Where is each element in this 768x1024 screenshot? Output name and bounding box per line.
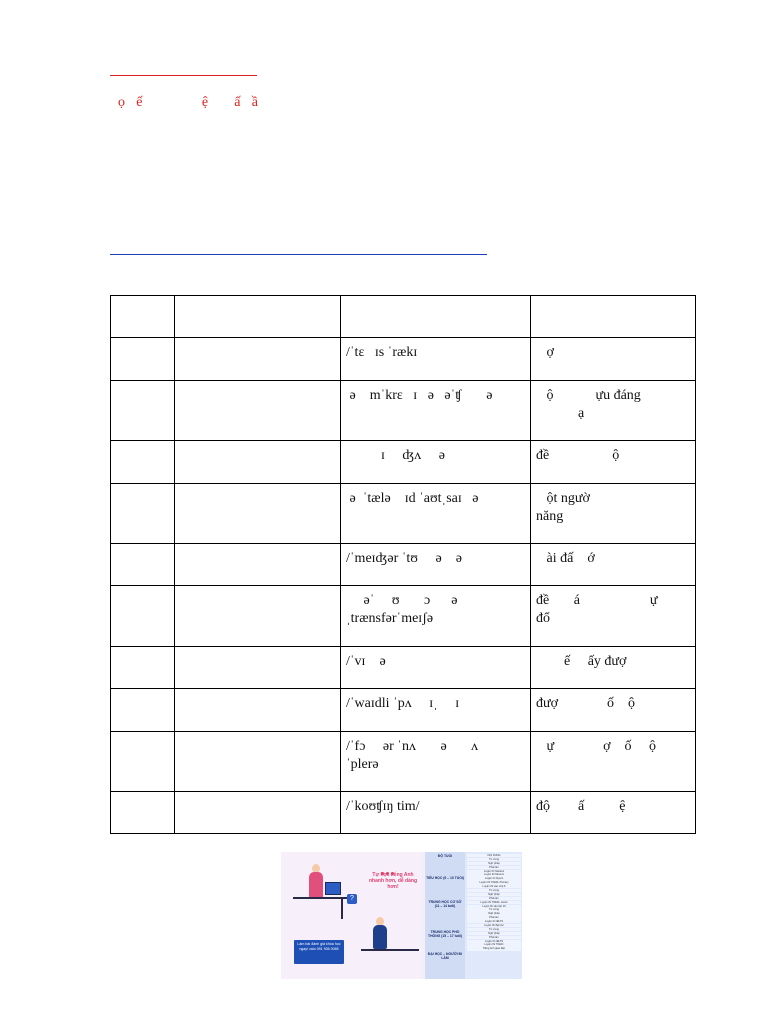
table-cell: [111, 732, 175, 792]
table-cell: əˈ ʊ ɔ ə ˌtrænsfərˈmeɪʃə: [341, 586, 531, 647]
table-row: [111, 441, 696, 484]
table-cell: đề á ự đổ: [531, 586, 696, 647]
table-cell: [175, 338, 341, 381]
table-row: [111, 381, 696, 441]
promo-banner[interactable]: [281, 852, 522, 979]
age-group-label: TIỂU HỌC (6 – 10 TUỔI): [426, 876, 464, 880]
list-item: Luyện thi IELTS: [467, 920, 521, 923]
list-item: Luyện thi đại học: [467, 924, 521, 927]
desk-leg: [341, 899, 343, 919]
course-table: [425, 852, 522, 979]
table-cell: ə ˈtælə ɪd ˈaʊtˌsaɪ ə: [341, 484, 531, 544]
table-cell: [111, 544, 175, 586]
monitor-icon: [325, 882, 341, 895]
table-cell: [111, 381, 175, 441]
table-cell: /ˈvɪ ə: [341, 647, 531, 689]
table-row: [111, 544, 696, 586]
table-cell: ɪ ʤʌ ə: [341, 441, 531, 484]
list-item: Luyện thi IELTS: [467, 940, 521, 943]
table-cell: /ˈfɔ ər ˈnʌ ə ʌ ˈplerə: [341, 732, 531, 792]
table-cell: [111, 689, 175, 732]
table-cell: [175, 792, 341, 834]
age-group-label: TRUNG HỌC PHỔ THÔNG (15 – 17 tuổi): [428, 930, 462, 938]
person-icon: [309, 872, 323, 898]
list-item: Phát âm: [467, 936, 521, 939]
list-item: Từ vựng: [467, 889, 521, 892]
table-row: [111, 586, 696, 647]
table-cell: ự ợ ố ộ: [531, 732, 696, 792]
table-cell: /ˈwaɪdli ˈpʌ ɪˌ ɪ: [341, 689, 531, 732]
table-cell: [175, 689, 341, 732]
list-item: Ngữ pháp: [467, 912, 521, 915]
table-cell: ế ấy đượ: [531, 647, 696, 689]
list-item: Luyện thi TOEFL Primary: [467, 881, 521, 884]
heading-text: ọ ế ệ ấ ầ: [118, 95, 259, 110]
list-item: Phát âm: [467, 897, 521, 900]
table-cell: [531, 296, 696, 338]
list-item: Phát âm: [467, 916, 521, 919]
table-row: [111, 689, 696, 732]
table-cell: ài đấ ớ: [531, 544, 696, 586]
age-group-label: TRUNG HỌC CƠ SỞ (11 – 14 tuổi): [428, 900, 462, 908]
table-cell: /ˈmeɪʤər ˈtʊ ə ə: [341, 544, 531, 586]
table-cell: [175, 586, 341, 647]
table-cell: [341, 296, 531, 338]
list-item: Luyện thi Movers: [467, 873, 521, 876]
table-cell: [175, 544, 341, 586]
table-cell: [111, 338, 175, 381]
list-item: Từ vựng: [467, 928, 521, 931]
table-row: [111, 296, 696, 338]
table-row: [111, 484, 696, 544]
table-cell: [175, 484, 341, 544]
list-item: Luyện thi vào Lớp 6: [467, 885, 521, 888]
course-list: [467, 854, 521, 951]
banner-title: Tự học tiếng Anh nhanh hơn, dễ dàng hơn!: [369, 872, 417, 890]
table-cell: [175, 441, 341, 484]
age-header: ĐỘ TUỔI: [437, 854, 453, 858]
table-cell: [111, 441, 175, 484]
list-item: Ngữ pháp: [467, 862, 521, 865]
age-group-label: ĐẠI HỌC – NGƯỜI ĐI LÀM: [427, 952, 463, 960]
list-item: Ngữ pháp: [467, 932, 521, 935]
list-item: Luyện thi Flyers: [467, 877, 521, 880]
content-header: NỘI DUNG: [467, 854, 521, 857]
table-cell: [111, 586, 175, 647]
table-cell: ợ: [531, 338, 696, 381]
person-icon: [373, 925, 387, 949]
list-item: Từ vựng: [467, 908, 521, 911]
table-cell: [111, 484, 175, 544]
link-underline[interactable]: [110, 254, 487, 255]
table-row: [111, 732, 696, 792]
table-cell: [175, 732, 341, 792]
desk-icon: [361, 949, 419, 951]
question-icon: ?: [347, 894, 357, 904]
list-item: Phát âm: [467, 866, 521, 869]
table-row: [111, 338, 696, 381]
table-cell: [111, 296, 175, 338]
table-cell: [111, 647, 175, 689]
table-cell: ộ ựu đáng ạ: [531, 381, 696, 441]
table-cell: [111, 792, 175, 834]
list-item: Luyện thi Starters: [467, 870, 521, 873]
table-row: [111, 792, 696, 834]
list-item: Từ vựng: [467, 858, 521, 861]
table-cell: /ˈtɛ ɪs ˈrækɪ: [341, 338, 531, 381]
table-cell: ə mˈkrɛ ɪ ə əˈʧ ə: [341, 381, 531, 441]
table-cell: [175, 647, 341, 689]
heading-underline: [110, 75, 257, 76]
table-cell: đượ ố ộ: [531, 689, 696, 732]
table-cell: /ˈkoʊʧɪŋ tim/: [341, 792, 531, 834]
list-item: Luyện thi TOEFL Junior: [467, 901, 521, 904]
table-cell: [175, 296, 341, 338]
vocabulary-table: [110, 295, 696, 834]
table-cell: đề ộ: [531, 441, 696, 484]
table-cell: ột ngườ năng: [531, 484, 696, 544]
list-item: Ngữ pháp: [467, 893, 521, 896]
table-cell: [175, 381, 341, 441]
list-item: Tiếng Anh giao tiếp: [467, 947, 521, 950]
table-cell: độ ấ ệ: [531, 792, 696, 834]
banner-cta-button[interactable]: Làm bài đánh giá khóa học ngay! zalo 091 936 0085: [294, 940, 344, 964]
table-row: [111, 647, 696, 689]
list-item: Luyện thi TOEIC: [467, 943, 521, 946]
list-item: Luyện thi vào lớp 10: [467, 905, 521, 908]
